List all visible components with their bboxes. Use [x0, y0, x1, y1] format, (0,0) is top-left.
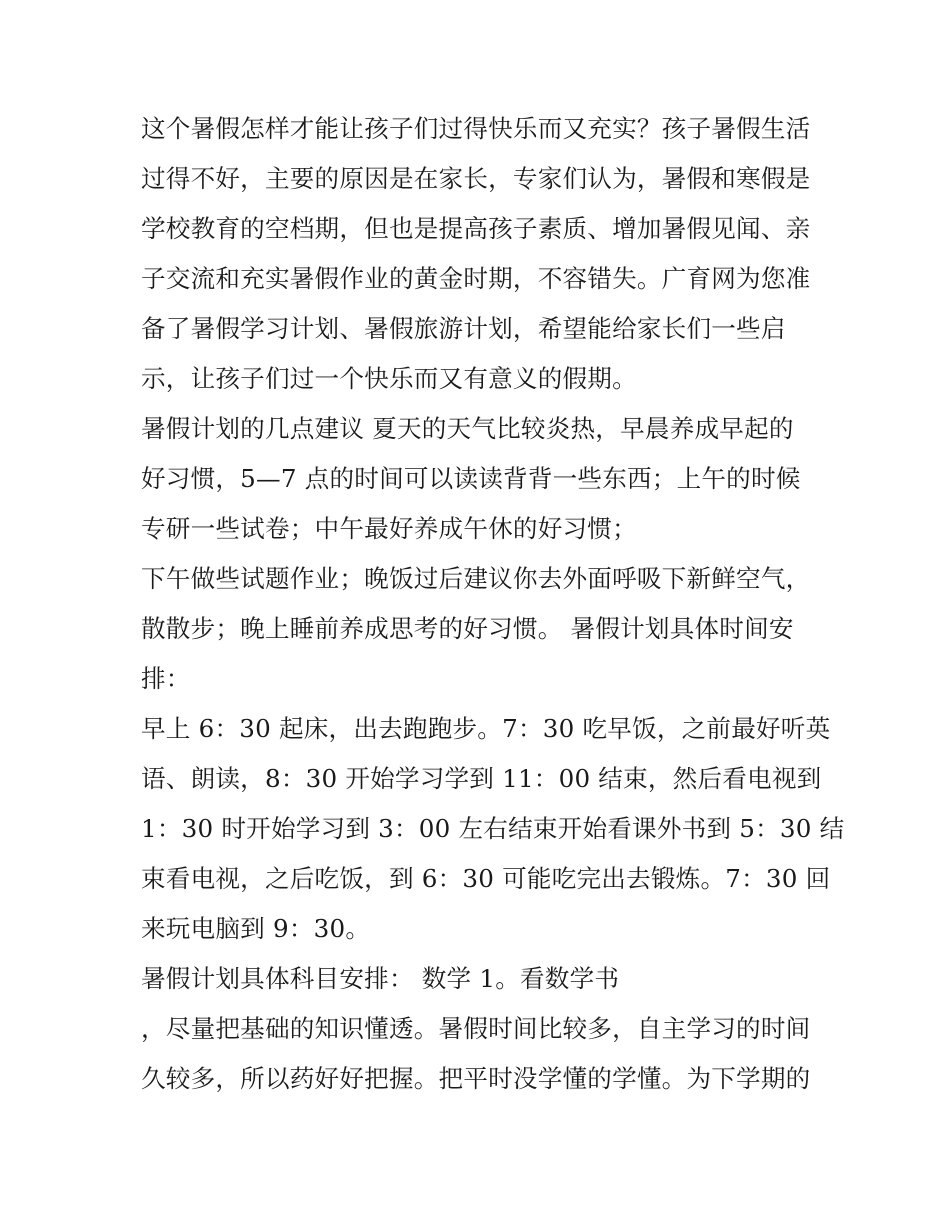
text-line: 示，让孩子们过一个快乐而又有意义的假期。 — [141, 364, 637, 393]
text-line: 过得不好，主要的原因是在家长，专家们认为，暑假和寒假是 — [141, 164, 811, 193]
text-line: 子交流和充实暑假作业的黄金时期，不容错失。广育网为您准 — [141, 264, 811, 293]
text-line: 专研一些试卷；中午最好养成午休的好习惯； — [141, 514, 637, 543]
text-line: 排： — [141, 664, 191, 693]
text-line: 早上 6：30 起床，出去跑跑步。7：30 吃早饭，之前最好听英 — [141, 714, 831, 743]
text-line: 束看电视，之后吃饭，到 6：30 可能吃完出去锻炼。7：30 回 — [141, 864, 831, 893]
text-line: 这个暑假怎样才能让孩子们过得快乐而又充实？孩子暑假生活 — [141, 114, 811, 143]
body-text — [141, 104, 845, 1104]
text-line: 语、朗读，8：30 开始学习学到 11：00 结束，然后看电视到 — [141, 764, 822, 793]
text-line: 散散步；晚上睡前养成思考的好习惯。 暑假计划具体时间安 — [141, 614, 794, 643]
text-line: 下午做些试题作业；晚饭过后建议你去外面呼吸下新鲜空气， — [141, 564, 811, 593]
text-line: 1：30 时开始学习到 3：00 左右结束开始看课外书到 5：30 结 — [141, 814, 845, 843]
text-line: 来玩电脑到 9：30。 — [141, 914, 371, 943]
text-line: 暑假计划的几点建议 夏天的天气比较炎热，早晨养成早起的 — [141, 414, 794, 443]
text-line: ，尽量把基础的知识懂透。暑假时间比较多，自主学习的时间 — [141, 1014, 811, 1043]
text-line: 久较多，所以药好好把握。把平时没学懂的学懂。为下学期的 — [141, 1064, 811, 1093]
text-line: 学校教育的空档期，但也是提高孩子素质、增加暑假见闻、亲 — [141, 214, 811, 243]
text-line: 备了暑假学习计划、暑假旅游计划，希望能给家长们一些启 — [141, 314, 786, 343]
text-line: 好习惯，5—7 点的时间可以读读背背一些东西；上午的时候 — [141, 464, 801, 493]
text-line: 暑假计划具体科目安排： 数学 1。看数学书 — [141, 964, 620, 993]
